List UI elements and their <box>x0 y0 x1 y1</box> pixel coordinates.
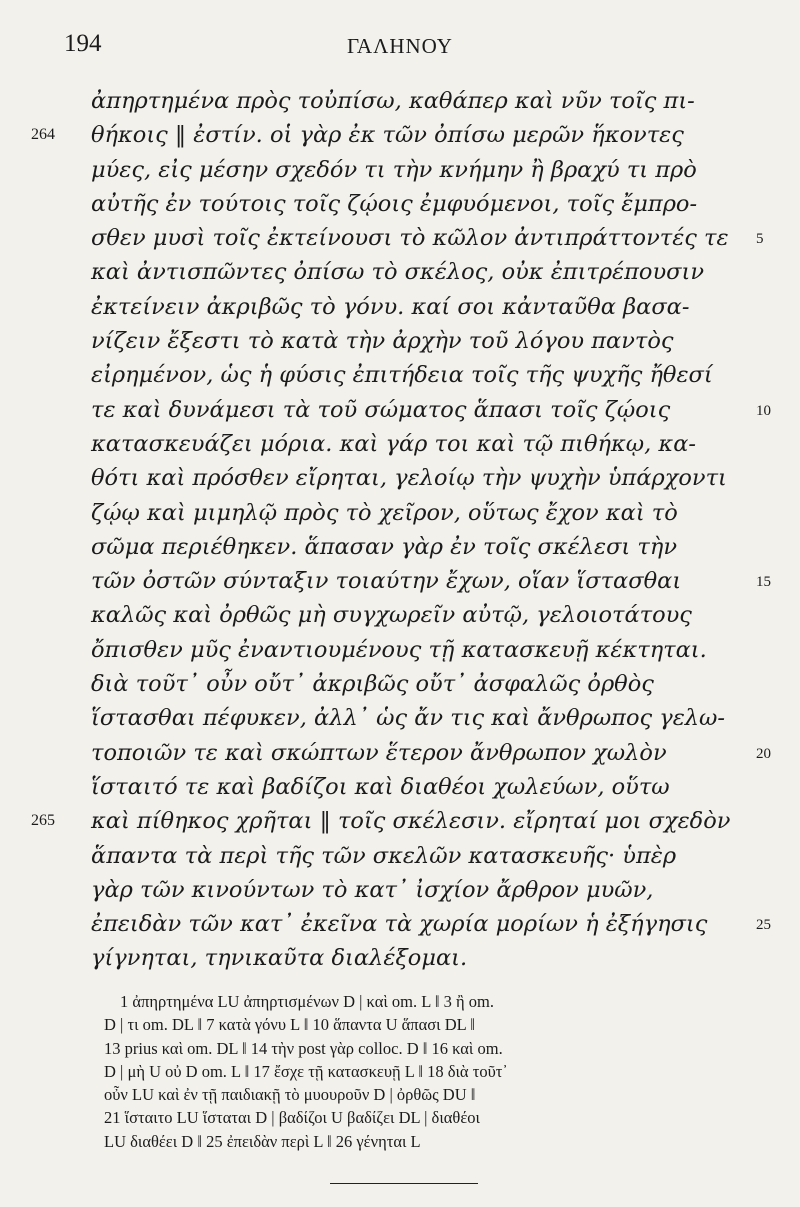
text-line <box>0 705 800 739</box>
text-line <box>0 774 800 808</box>
line-text: θήκοις ‖ ἐστίν. οἱ γὰρ ἐκ τῶν ὀπίσω μερῶν ἥκοντες <box>91 122 684 149</box>
line-text: καλῶς καὶ ὀρθῶς μὴ συγχωρεῖν αὐτῷ, γελοιοτάτους <box>91 602 692 629</box>
line-number: 5 <box>756 231 764 248</box>
line-text: γίγνηται, τηνικαῦτα διαλέξομαι. <box>91 945 468 972</box>
apparatus-line <box>0 1062 800 1085</box>
edition-page-marker: 264 <box>31 126 55 144</box>
text-line <box>0 225 800 259</box>
apparatus-line <box>0 1039 800 1062</box>
edition-page-marker: 265 <box>31 812 55 830</box>
line-text: σθεν μυσὶ τοῖς ἐκτείνουσι τὸ κῶλον ἀντιπράττοντές τε <box>91 225 729 252</box>
text-line <box>0 808 800 842</box>
line-text: τοποιῶν τε καὶ σκώπτων ἕτερον ἄνθρωπον χωλὸν <box>91 739 667 766</box>
text-line <box>0 637 800 671</box>
bottom-rule <box>330 1183 478 1184</box>
line-text: ἐκτείνειν ἀκριβῶς τὸ γόνυ. καί σοι κἀνταῦθα βασα- <box>91 293 690 320</box>
apparatus-text: D | μὴ U οὐ D om. L ‖ 17 ἔσχε τῇ κατασκευῇ L ‖ 18 διὰ τοῦτ᾽ <box>104 1061 508 1081</box>
line-text: μύες, εἰς μέσην σχεδόν τι τὴν κνήμην ἢ βραχύ τι πρὸ <box>91 156 697 183</box>
line-text: ὄπισθεν μῦς ἐναντιουμένους τῇ κατασκευῇ κέκτηται. <box>91 636 707 663</box>
line-number: 15 <box>756 574 771 591</box>
text-line <box>0 534 800 568</box>
apparatus-text: 1 ἀπηρτημένα LU ἀπηρτισμένων D | καὶ om. L ‖ 3 ἢ om. <box>120 992 494 1011</box>
text-line <box>0 671 800 705</box>
line-number: 10 <box>756 402 771 419</box>
text-line <box>0 568 800 602</box>
line-text: τῶν ὀστῶν σύνταξιν τοιαύτην ἔχων, οἵαν ἵστασθαι <box>91 568 682 595</box>
main-text <box>0 88 800 980</box>
apparatus-line <box>0 992 800 1015</box>
text-line <box>0 294 800 328</box>
critical-apparatus <box>0 992 800 1155</box>
line-text: εἰρημένον, ὡς ἡ φύσις ἐπιτήδεια τοῖς τῆς ψυχῆς ἤθεσί <box>91 362 713 389</box>
text-line <box>0 397 800 431</box>
apparatus-line <box>0 1108 800 1131</box>
line-text: καὶ ἀντισπῶντες ὀπίσω τὸ σκέλος, οὐκ ἐπιτρέπουσιν <box>91 259 705 286</box>
line-text: γὰρ τῶν κινούντων τὸ κατ᾽ ἰσχίον ἄρθρον μυῶν, <box>91 876 654 903</box>
apparatus-text: οὖν LU καὶ ἐν τῇ παιδιακῇ τὸ μυουροῦν D | ὀρθῶς DU ‖ <box>104 1085 476 1105</box>
line-text: ἵστασθαι πέφυκεν, ἀλλ᾽ ὡς ἄν τις καὶ ἄνθρωπος γελω- <box>91 705 725 732</box>
apparatus-text: 13 prius καὶ om. DL ‖ 14 τὴν post γὰρ colloc. D ‖ 16 καὶ om. <box>104 1038 503 1058</box>
text-line <box>0 328 800 362</box>
text-line <box>0 191 800 225</box>
line-number: 20 <box>756 745 771 762</box>
text-line <box>0 740 800 774</box>
line-text: ζῴῳ καὶ μιμηλῷ πρὸς τὸ χεῖρον, οὕτως ἔχον καὶ τὸ <box>91 499 678 526</box>
apparatus-text: LU διαθέει D ‖ 25 ἐπειδὰν περὶ L ‖ 26 γένηται L <box>104 1131 421 1151</box>
line-number: 25 <box>756 917 771 934</box>
line-text: τε καὶ δυνάμεσι τὰ τοῦ σώματος ἅπασι τοῖς ζῴοις <box>91 396 671 423</box>
text-line <box>0 945 800 979</box>
text-line <box>0 88 800 122</box>
line-text: ἀπηρτημένα πρὸς τοὐπίσω, καθάπερ καὶ νῦν τοῖς πι- <box>91 88 695 114</box>
line-text: κατασκευάζει μόρια. καὶ γάρ τοι καὶ τῷ πιθήκῳ, κα- <box>91 430 696 457</box>
apparatus-text: D | τι om. DL ‖ 7 κατὰ γόνυ L ‖ 10 ἅπαντα U ἅπασι DL ‖ <box>104 1015 475 1035</box>
line-text: νίζειν ἔξεστι τὸ κατὰ τὴν ἀρχὴν τοῦ λόγου παντὸς <box>91 328 674 355</box>
apparatus-line <box>0 1085 800 1108</box>
page-number: 194 <box>64 30 102 57</box>
running-head: ΓΑΛΗΝΟΥ <box>347 34 453 58</box>
line-text: διὰ τοῦτ᾽ οὖν οὔτ᾽ ἀκριβῶς οὔτ᾽ ἀσφαλῶς ὀρθὸς <box>91 671 654 698</box>
text-line <box>0 259 800 293</box>
text-line <box>0 877 800 911</box>
line-text: ἐπειδὰν τῶν κατ᾽ ἐκεῖνα τὰ χωρία μορίων ἡ ἐξήγησις <box>91 911 708 938</box>
apparatus-line <box>0 1132 800 1155</box>
text-line <box>0 843 800 877</box>
text-line <box>0 122 800 156</box>
text-line <box>0 362 800 396</box>
line-text: καὶ πίθηκος χρῆται ‖ τοῖς σκέλεσιν. εἴρηταί μοι σχεδὸν <box>91 808 731 835</box>
line-text: σῶμα περιέθηκεν. ἅπασαν γὰρ ἐν τοῖς σκέλεσι τὴν <box>91 533 678 560</box>
text-line <box>0 431 800 465</box>
apparatus-text: 21 ἵσταιτο LU ἵσταται D | βαδίζοι U βαδίζει DL | διαθέοι <box>104 1108 480 1128</box>
page-header <box>0 30 800 70</box>
line-text: ἅπαντα τὰ περὶ τῆς τῶν σκελῶν κατασκευῆς· ὑπὲρ <box>91 842 677 869</box>
line-text: ἵσταιτό τε καὶ βαδίζοι καὶ διαθέοι χωλεύων, οὕτω <box>91 773 670 800</box>
line-text: αὐτῆς ἐν τούτοις τοῖς ζῴοις ἐμφυόμενοι, τοῖς ἔμπρο- <box>91 190 698 217</box>
text-line <box>0 500 800 534</box>
apparatus-line <box>0 1015 800 1038</box>
text-line <box>0 602 800 636</box>
text-line <box>0 911 800 945</box>
text-line <box>0 465 800 499</box>
text-line <box>0 157 800 191</box>
line-text: θότι καὶ πρόσθεν εἴρηται, γελοίῳ τὴν ψυχὴν ὑπάρχοντι <box>91 465 727 492</box>
